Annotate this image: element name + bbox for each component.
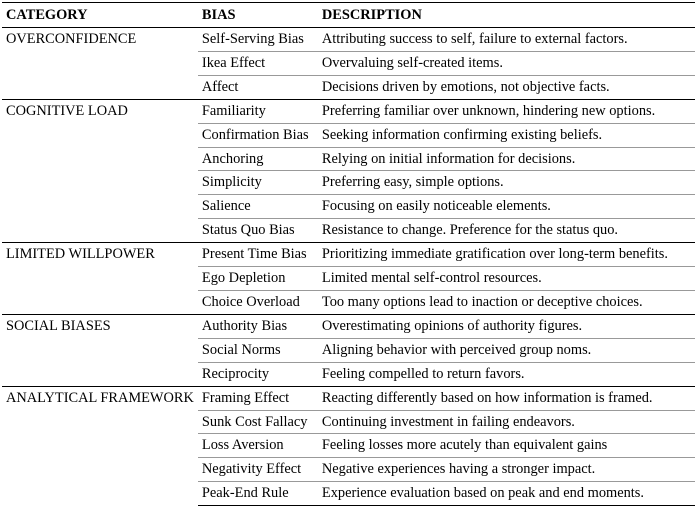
description-cell: Limited mental self-control resources.: [318, 267, 695, 291]
description-cell: Aligning behavior with perceived group noms.: [318, 338, 695, 362]
description-cell: Overvaluing self-created items.: [318, 51, 695, 75]
category-cell: SOCIAL BIASES: [2, 314, 198, 386]
bias-cell: Confirmation Bias: [198, 123, 318, 147]
bias-cell: Salience: [198, 195, 318, 219]
description-cell: Focusing on easily noticeable elements.: [318, 195, 695, 219]
bias-cell: Ego Depletion: [198, 267, 318, 291]
bias-cell: Affect: [198, 75, 318, 99]
bias-cell: Sunk Cost Fallacy: [198, 410, 318, 434]
bias-cell: Status Quo Bias: [198, 219, 318, 243]
description-cell: Decisions driven by emotions, not objective facts.: [318, 75, 695, 99]
bias-cell: Self-Serving Bias: [198, 28, 318, 52]
description-cell: Prioritizing immediate gratification over long-term benefits.: [318, 243, 695, 267]
table-row: [2, 99, 695, 123]
bias-cell: Simplicity: [198, 171, 318, 195]
bias-cell: Choice Overload: [198, 290, 318, 314]
bias-cell: Present Time Bias: [198, 243, 318, 267]
category-cell: COGNITIVE LOAD: [2, 99, 198, 242]
description-cell: Seeking information confirming existing beliefs.: [318, 123, 695, 147]
bias-table: [2, 2, 695, 506]
header-category: CATEGORY: [6, 7, 88, 23]
description-cell: Experience evaluation based on peak and end moments.: [318, 482, 695, 506]
description-cell: Preferring easy, simple options.: [318, 171, 695, 195]
table-row: [2, 386, 695, 410]
bias-cell: Authority Bias: [198, 314, 318, 338]
description-cell: Relying on initial information for decisions.: [318, 147, 695, 171]
description-cell: Resistance to change. Preference for the status quo.: [318, 219, 695, 243]
bias-cell: Ikea Effect: [198, 51, 318, 75]
description-cell: Negative experiences having a stronger impact.: [318, 458, 695, 482]
header-bias: BIAS: [201, 7, 236, 23]
header-description: DESCRIPTION: [321, 7, 422, 23]
description-cell: Preferring familiar over unknown, hindering new options.: [318, 99, 695, 123]
table-row: [2, 243, 695, 267]
description-cell: Overestimating opinions of authority figures.: [318, 314, 695, 338]
description-cell: Feeling compelled to return favors.: [318, 362, 695, 386]
bias-cell: Familiarity: [198, 99, 318, 123]
description-cell: Continuing investment in failing endeavors.: [318, 410, 695, 434]
bias-cell: Reciprocity: [198, 362, 318, 386]
category-cell: LIMITED WILLPOWER: [2, 243, 198, 315]
bias-cell: Social Norms: [198, 338, 318, 362]
description-cell: Attributing success to self, failure to external factors.: [318, 28, 695, 52]
description-cell: Too many options lead to inaction or deceptive choices.: [318, 290, 695, 314]
header-row: [2, 3, 695, 28]
category-cell: OVERCONFIDENCE: [2, 28, 198, 100]
description-cell: Reacting differently based on how information is framed.: [318, 386, 695, 410]
bias-cell: Framing Effect: [198, 386, 318, 410]
bias-cell: Loss Aversion: [198, 434, 318, 458]
table-body: [2, 28, 695, 506]
category-cell: ANALYTICAL FRAMEWORK: [2, 386, 198, 506]
description-cell: Feeling losses more acutely than equivalent gains: [318, 434, 695, 458]
bias-cell: Anchoring: [198, 147, 318, 171]
bias-cell: Peak-End Rule: [198, 482, 318, 506]
table-row: [2, 314, 695, 338]
bias-cell: Negativity Effect: [198, 458, 318, 482]
table-row: [2, 28, 695, 52]
